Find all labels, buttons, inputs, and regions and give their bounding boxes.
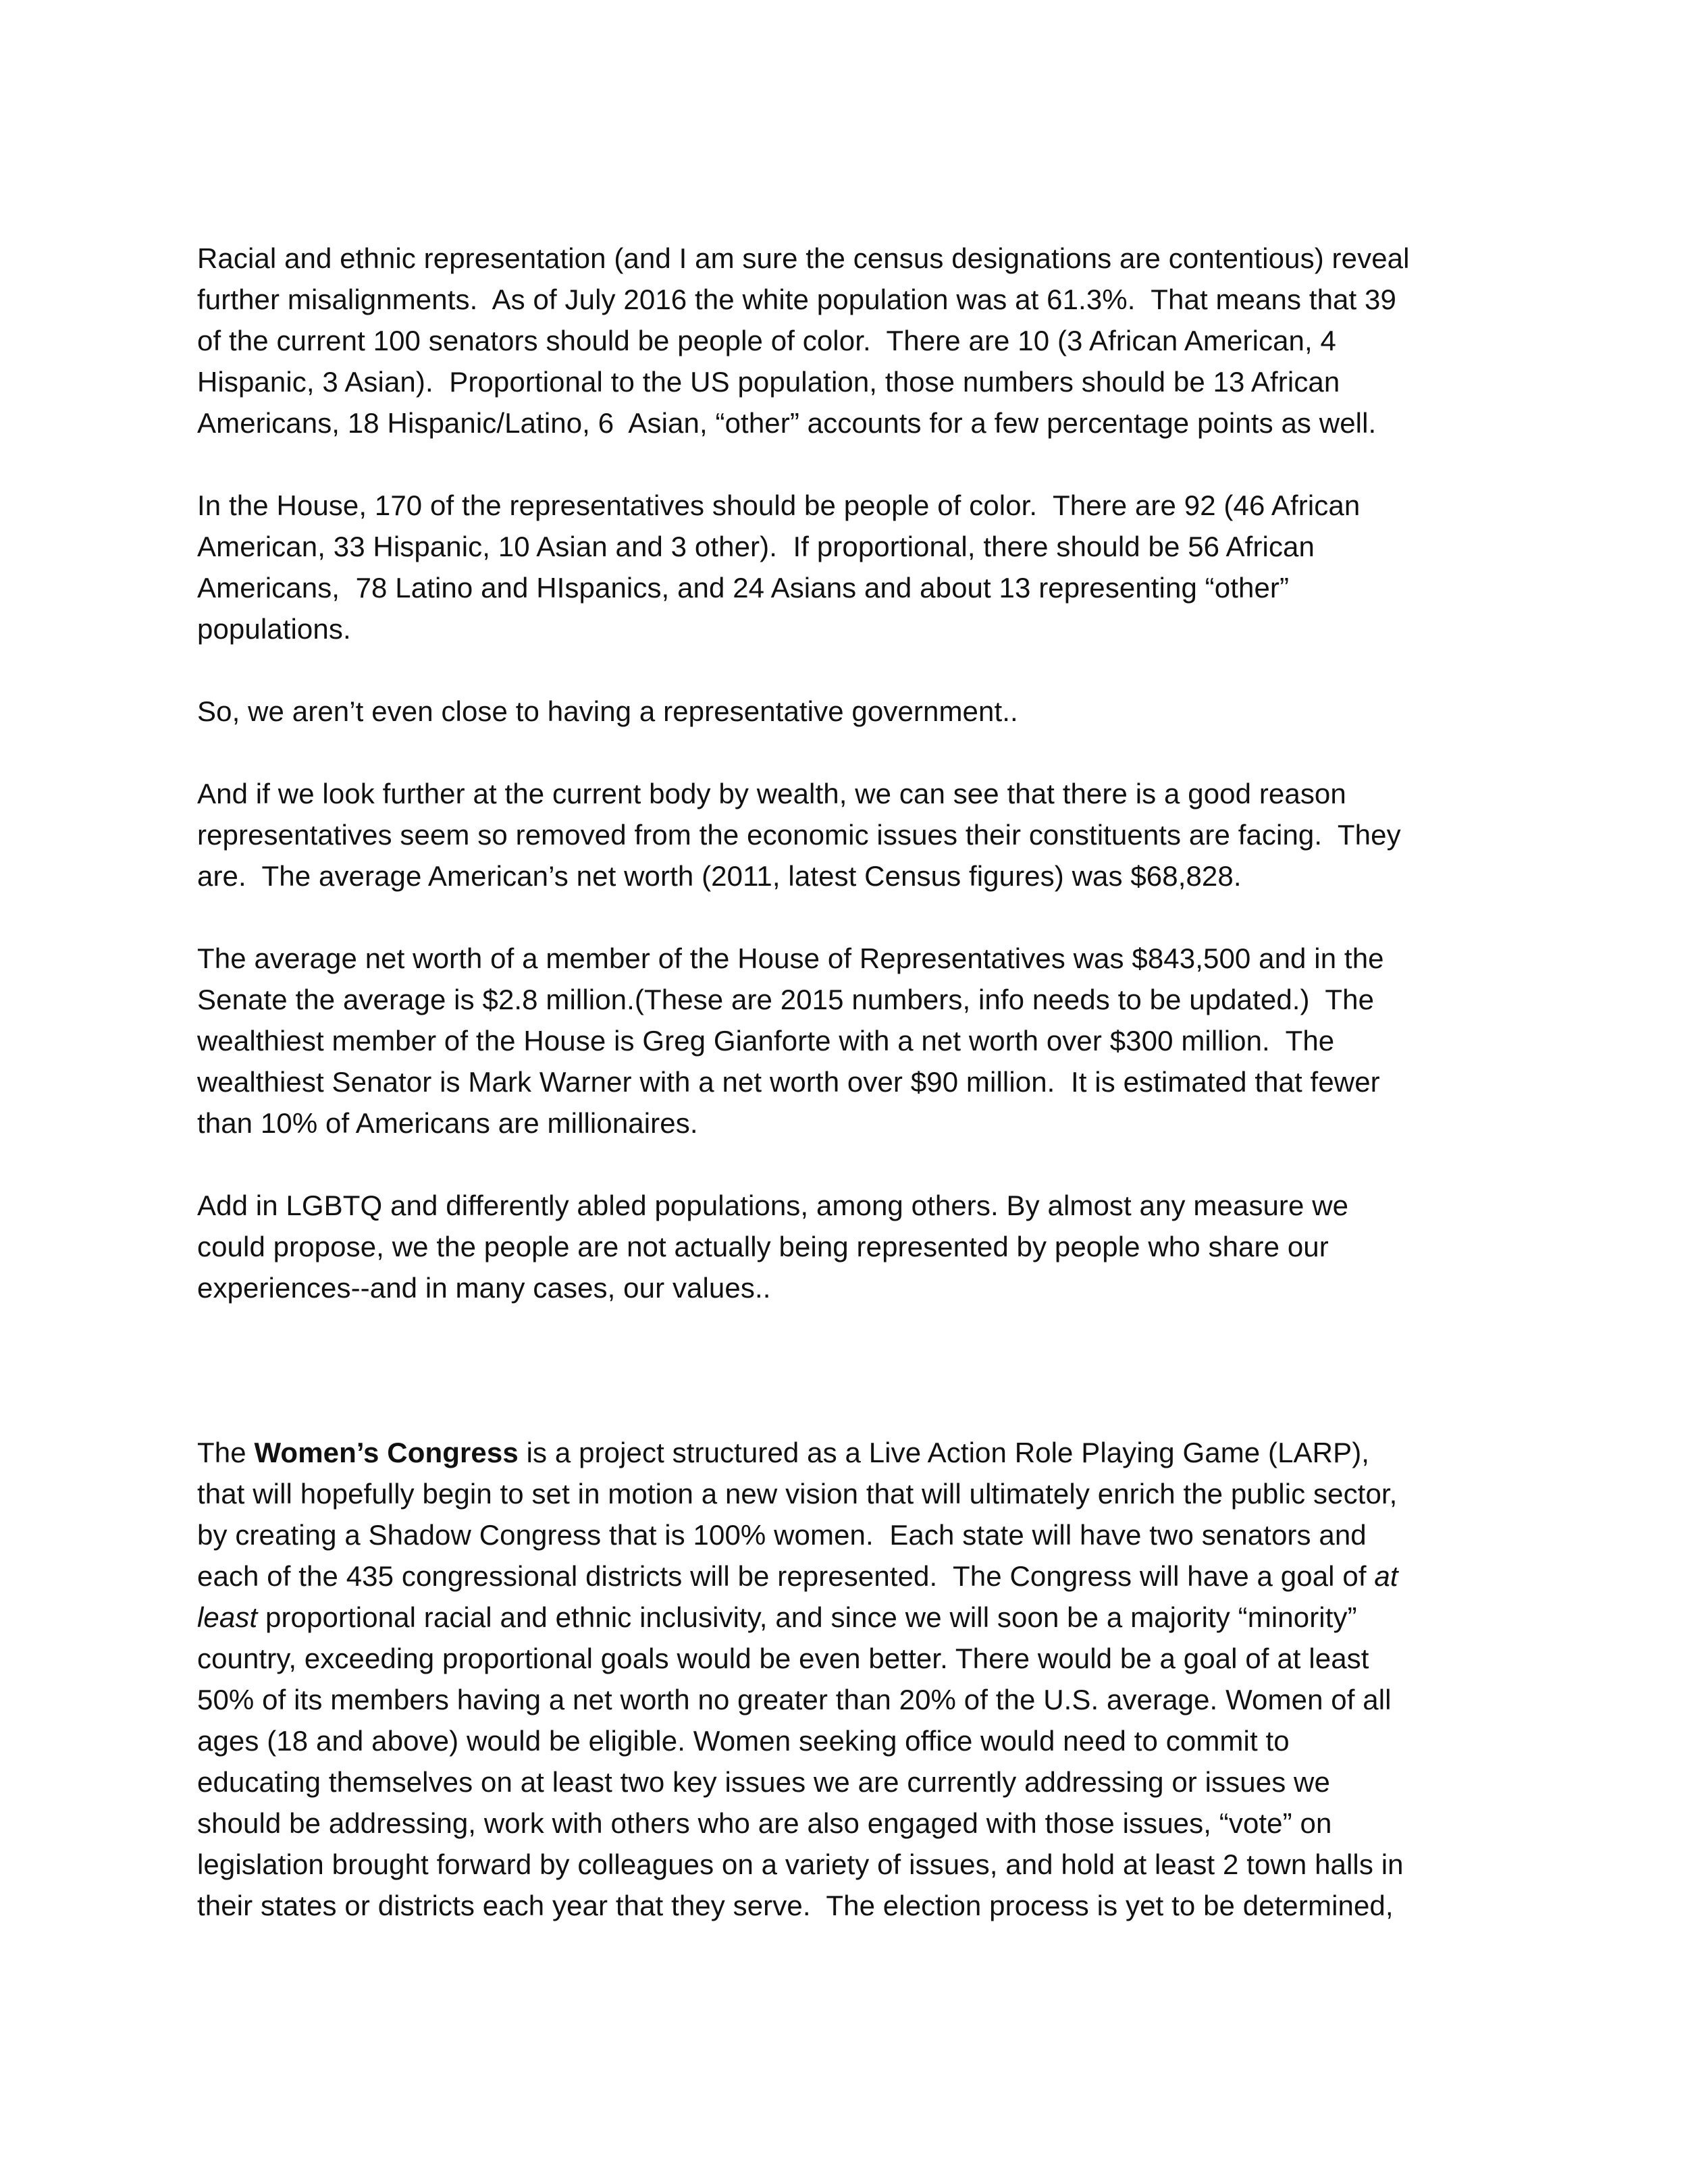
- paragraph-gap: [197, 444, 1494, 485]
- italic-emphasis: least: [197, 1601, 258, 1633]
- text-line: are. The average American’s net worth (2011, latest Census figures) was $68,828.: [197, 860, 1242, 892]
- text-line: than 10% of Americans are millionaires.: [197, 1107, 698, 1139]
- text-run: is a project structured as a Live Action Role Playing Game (LARP),: [518, 1437, 1370, 1468]
- paragraph-gap: [197, 649, 1494, 691]
- italic-emphasis: at: [1374, 1560, 1398, 1592]
- text-line: populations.: [197, 613, 351, 645]
- paragraph-gap: [197, 732, 1494, 773]
- text-line: should be addressing, work with others who are also engaged with those issues, “vote” on: [197, 1807, 1332, 1839]
- text-line: wealthiest member of the House is Greg Gianforte with a net worth over $300 million. The: [197, 1025, 1335, 1057]
- text-line: Americans, 18 Hispanic/Latino, 6 Asian, “other” accounts for a few percentage points as well.: [197, 407, 1377, 439]
- text-run: each of the 435 congressional districts will be represented. The Congress will have a goal of: [197, 1560, 1375, 1592]
- text-line: Senate the average is $2.8 million.(These are 2015 numbers, info needs to be updated.) The: [197, 984, 1375, 1015]
- text-line: In the House, 170 of the representatives should be people of color. There are 92 (46 African: [197, 489, 1361, 521]
- text-line: Add in LGBTQ and differently abled populations, among others. By almost any measure we: [197, 1190, 1349, 1221]
- document-body: [197, 238, 1494, 1926]
- text-line: [197, 1432, 1494, 1473]
- text-line: that will hopefully begin to set in motion a new vision that will ultimately enrich the public sector,: [197, 1478, 1398, 1510]
- text-line: by creating a Shadow Congress that is 100% women. Each state will have two senators and: [197, 1519, 1367, 1551]
- text-line: their states or districts each year that they serve. The election process is yet to be determined,: [197, 1890, 1394, 1921]
- paragraph-wealth: [197, 773, 1494, 897]
- text-line: Racial and ethnic representation (and I am sure the census designations are contentious) reveal: [197, 242, 1410, 274]
- text-line: country, exceeding proportional goals would be even better. There would be a goal of at least: [197, 1643, 1369, 1674]
- text-line: wealthiest Senator is Mark Warner with a net worth over $90 million. It is estimated that fewer: [197, 1066, 1380, 1098]
- section-gap: [197, 1308, 1494, 1432]
- paragraph-not-close: [197, 691, 1494, 732]
- paragraph-gap: [197, 897, 1494, 938]
- text-run: proportional racial and ethnic inclusivity, and since we will soon be a majority “minority”: [257, 1601, 1357, 1633]
- text-line: And if we look further at the current body by wealth, we can see that there is a good reason: [197, 778, 1346, 809]
- text-line: The average net worth of a member of the House of Representatives was $843,500 and in the: [197, 942, 1384, 974]
- paragraph-racial-representation: [197, 238, 1494, 444]
- text-line: 50% of its members having a net worth no greater than 20% of the U.S. average. Women of all: [197, 1684, 1392, 1715]
- text-line: [197, 1555, 1494, 1597]
- paragraph-house-representation: [197, 485, 1494, 649]
- text-line: Americans, 78 Latino and HIspanics, and 24 Asians and about 13 representing “other”: [197, 572, 1290, 604]
- paragraph-lgbtq: [197, 1185, 1494, 1308]
- text-run: The: [197, 1437, 255, 1468]
- text-line: American, 33 Hispanic, 10 Asian and 3 other). If proportional, there should be 56 African: [197, 531, 1315, 562]
- text-line: further misalignments. As of July 2016 the white population was at 61.3%. That means that 39: [197, 284, 1396, 315]
- paragraph-womens-congress: [197, 1432, 1494, 1926]
- womens-congress-bold-term: Women’s Congress: [254, 1437, 519, 1468]
- paragraph-gap: [197, 1144, 1494, 1185]
- text-line: Hispanic, 3 Asian). Proportional to the US population, those numbers should be 13 African: [197, 366, 1340, 398]
- paragraph-net-worth: [197, 938, 1494, 1144]
- text-line: So, we aren’t even close to having a representative government..: [197, 695, 1018, 727]
- text-line: representatives seem so removed from the economic issues their constituents are facing. They: [197, 819, 1401, 851]
- text-line: legislation brought forward by colleagues on a variety of issues, and hold at least 2 town halls in: [197, 1848, 1404, 1880]
- text-line: educating themselves on at least two key issues we are currently addressing or issues we: [197, 1766, 1330, 1798]
- text-line: experiences--and in many cases, our values..: [197, 1272, 771, 1304]
- text-line: [197, 1597, 1494, 1638]
- text-line: ages (18 and above) would be eligible. Women seeking office would need to commit to: [197, 1725, 1290, 1757]
- text-line: of the current 100 senators should be people of color. There are 10 (3 African American, 4: [197, 325, 1337, 356]
- text-line: could propose, we the people are not actually being represented by people who share our: [197, 1231, 1329, 1262]
